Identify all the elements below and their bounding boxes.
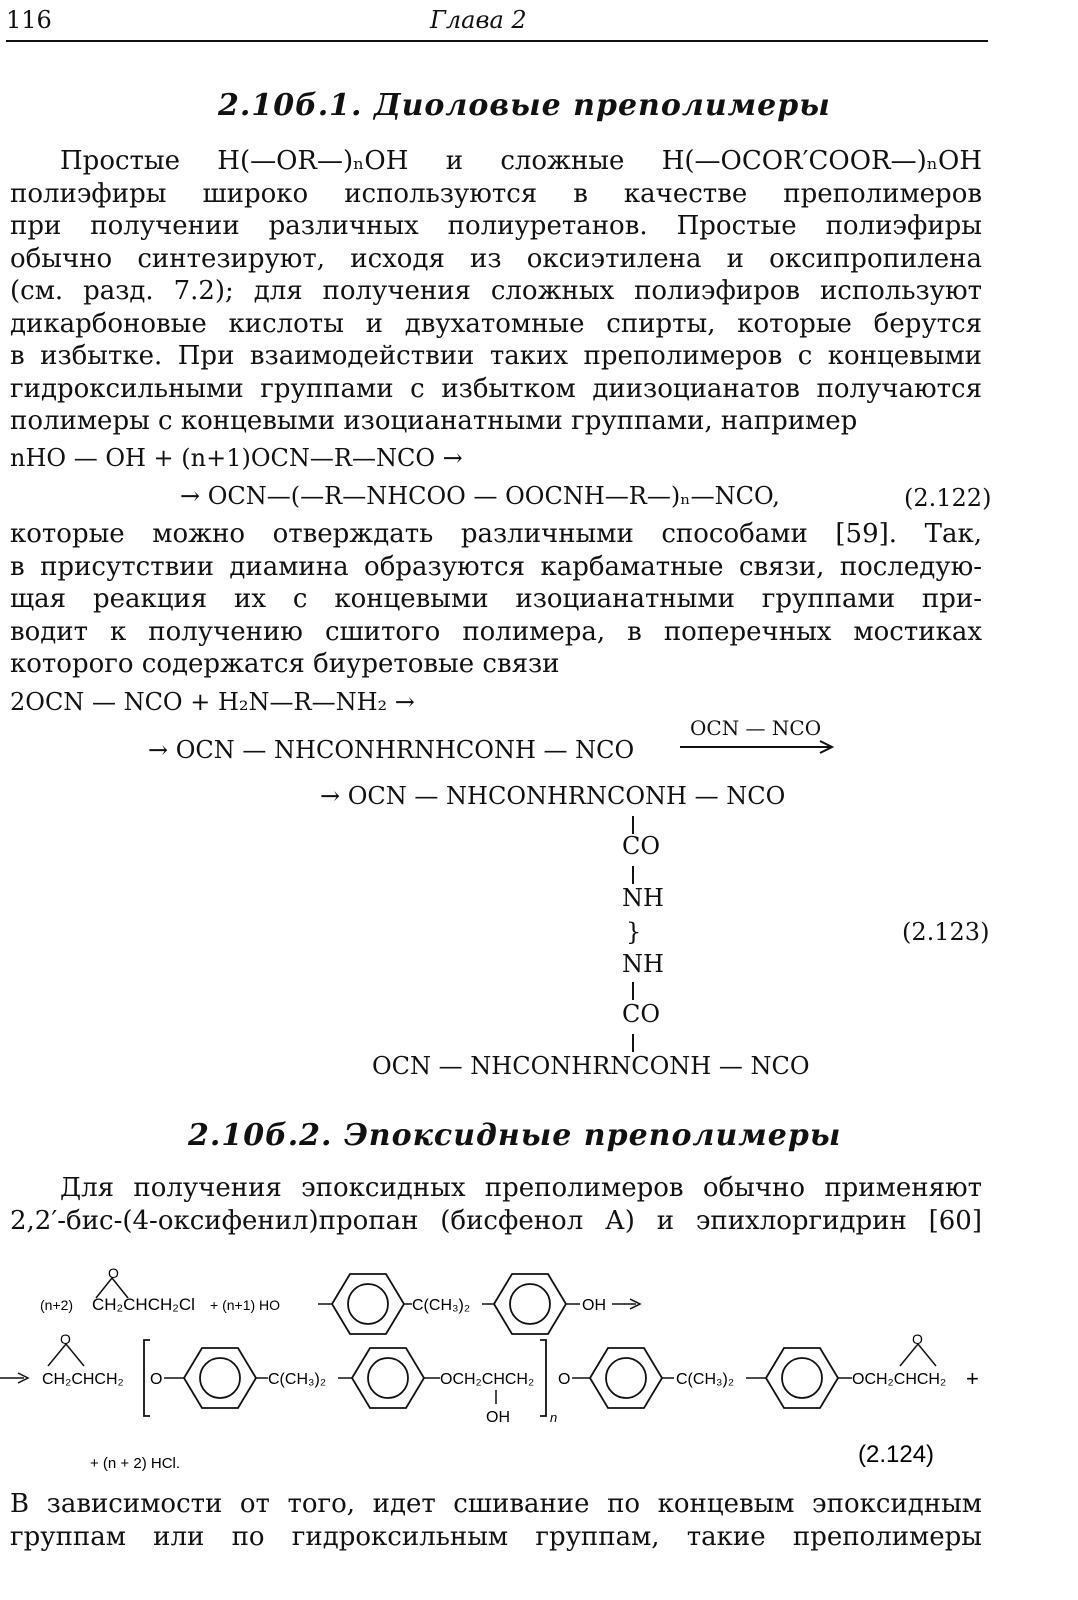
bond-line: [632, 1034, 634, 1052]
benzene-ring-icon: [494, 1274, 566, 1334]
text-line: Для получения эпоксидных преполимеров обычно применяют: [60, 1173, 982, 1203]
bisphenol-coefficient: + (n+1) HO: [210, 1297, 281, 1313]
glycidyl-ether-end: OCH₂CHCH₂: [852, 1371, 947, 1388]
text-line: в избытке. При взаимодействии таких преполимеров с концевыми: [10, 341, 982, 371]
text-line: Простые H(—OR—)ₙOH и сложные H(—OCOR′COOR—)ₙOH: [60, 146, 982, 176]
epoxide-oxygen: O: [60, 1331, 71, 1347]
ether-oxygen: O: [150, 1371, 163, 1388]
equation-2-123-line2: → OCN — NHCONHRNHCONH — NCO: [148, 736, 635, 764]
section-title-diol: 2.10б.1. Диоловые преполимеры: [218, 88, 831, 123]
isopropylidene: C(CH₃)₂: [268, 1371, 327, 1388]
text-line: которые можно отверждать различными способами [59]. Так,: [10, 519, 982, 549]
crosslink-nh-upper: NH: [622, 884, 664, 912]
bond-line: [632, 982, 634, 1000]
crosslink-brace: }: [626, 918, 642, 946]
repeat-subscript: n: [550, 1410, 558, 1425]
paragraph-epoxy-intro: [10, 1172, 982, 1237]
equation-number-2-124: (2.124): [858, 1441, 935, 1468]
text-line: (см. разд. 7.2); для получения сложных полиэфиров используют: [10, 276, 982, 306]
pendant-hydroxyl: OH: [486, 1409, 510, 1426]
plus-sign: +: [966, 1366, 979, 1391]
text-line: при получении различных полиуретанов. Простые полиэфиры: [10, 211, 982, 241]
glycidyl-group: CH₂CHCH₂: [42, 1371, 124, 1388]
equation-number-2-123: (2.123): [902, 918, 990, 946]
equation-2-123-line1: 2OCN — NCO + H₂N—R—NH₂ →: [10, 688, 415, 716]
equation-2-122-line2: → OCN—(—R—NHCOO — OOCNH—R—)ₙ—NCO,: [180, 482, 780, 510]
bracket-right: [540, 1340, 546, 1416]
benzene-ring-icon: [352, 1348, 424, 1408]
benzene-ring-icon: [184, 1348, 256, 1408]
epoxide-ring: [48, 1344, 84, 1366]
epoxide-oxygen: O: [912, 1331, 923, 1347]
benzene-ring-icon: [332, 1274, 404, 1334]
benzene-ring-icon: [590, 1348, 662, 1408]
ether-oxygen: O: [558, 1371, 571, 1388]
header-rule: [6, 40, 988, 42]
text-line: группам или по гидроксильным группам, такие преполимеры: [10, 1521, 982, 1552]
text-line: обычно синтезируют, исходя из оксиэтилена и оксипропилена: [10, 243, 982, 274]
page-number: 116: [6, 6, 52, 34]
paragraph-epoxy-curing: [10, 1488, 982, 1553]
running-head: Глава 2: [430, 6, 527, 34]
hcl-byproduct: + (n + 2) HCl.: [90, 1455, 181, 1472]
isopropylidene: C(CH₃)₂: [412, 1297, 471, 1314]
equation-2-122-line1: nHO — OH + (n+1)OCN—R—NCO →: [10, 444, 463, 472]
section-title-epoxy: 2.10б.2. Эпоксидные преполимеры: [188, 1118, 842, 1153]
coefficient: (n+2): [40, 1297, 74, 1313]
text-line: гидроксильными группами с избытком диизоцианатов получаются: [10, 373, 982, 404]
text-line: полимеры с концевыми изоцианатными группами, например: [10, 406, 858, 436]
hydroxyl: OH: [582, 1297, 606, 1314]
paragraph-diol-crosslink: [10, 518, 982, 681]
crosslink-co-lower: CO: [622, 1000, 661, 1028]
equation-number-2-122: (2.122): [904, 484, 992, 512]
text-line: которого содержатся биуретовые связи: [10, 649, 560, 679]
equation-2-124-scheme: [0, 1262, 1000, 1482]
epoxide-ring: [900, 1344, 936, 1366]
reaction-arrow: [680, 740, 840, 754]
equation-2-123-arrow-label: OCN — NCO: [690, 716, 822, 740]
epichlorohydrin-label: CH₂CHCH₂Cl: [92, 1295, 195, 1314]
isopropylidene: C(CH₃)₂: [676, 1371, 735, 1388]
text-line: щая реакция их с концевыми изоцианатными группами при-: [10, 584, 982, 614]
benzene-ring-icon: [766, 1348, 838, 1408]
text-line: полиэфиры широко используются в качестве преполимеров: [10, 178, 982, 209]
text-line: В зависимости от того, идет сшивание по концевым эпоксидным: [10, 1489, 982, 1519]
hydroxypropyl-ether: OCH₂CHCH₂: [440, 1371, 535, 1388]
text-line: водит к получению сшитого полимера, в поперечных мостиках: [10, 616, 982, 647]
epoxide-oxygen: O: [108, 1265, 119, 1281]
paragraph-diol-intro: [10, 145, 982, 438]
text-line: дикарбоновые кислоты и двухатомные спирты, которые берутся: [10, 308, 982, 339]
equation-2-123-line4: OCN — NHCONHRNCONH — NCO: [372, 1052, 810, 1080]
crosslink-nh-lower: NH: [622, 950, 664, 978]
text-line: 2,2′-бис-(4-оксифенил)пропан (бисфенол А) и эпихлоргидрин [60]: [10, 1205, 982, 1236]
bond-line: [632, 866, 634, 884]
crosslink-co-upper: CO: [622, 832, 661, 860]
equation-2-123-line3: → OCN — NHCONHRNCONH — NCO: [320, 782, 786, 810]
text-line: в присутствии диамина образуются карбаматные связи, последую-: [10, 551, 982, 582]
